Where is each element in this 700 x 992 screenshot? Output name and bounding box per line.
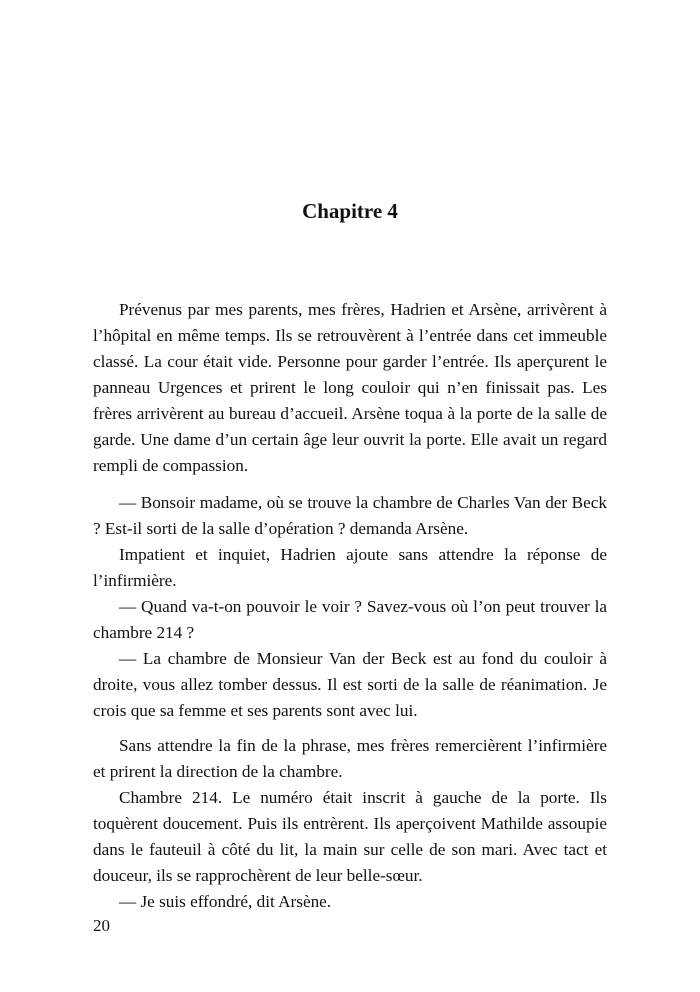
text-block-arrival [93, 297, 607, 479]
paragraph: — La chambre de Monsieur Van der Beck est au fond du couloir à droite, vous allez tomber dessus. Il est sorti de la salle de réanimation. Je crois que sa femme et ses parents sont avec lui. [93, 649, 607, 720]
paragraph: — Bonsoir madame, où se trouve la chambre de Charles Van der Beck ? Est-il sorti de la salle d’opération ? demanda Arsène. [93, 493, 607, 538]
text-block-room [93, 733, 607, 915]
text-block-dialogue [93, 490, 607, 724]
paragraph: — Je suis effondré, dit Arsène. [119, 892, 332, 911]
paragraph: Prévenus par mes parents, mes frères, Hadrien et Arsène, arrivèrent à l’hôpital en même temps. Ils se retrouvèrent à l’entrée dans cet immeuble classé. La cour était vide. Personne pour garder l’entrée. Ils aperçurent le panneau Urgences et prirent le long couloir qui n’en finissait pas. Les frères arrivèrent au bureau d’accueil. Arsène toqua à la porte de la salle de garde. Une dame d’un certain âge leur ouvrit la porte. Elle avait un regard rempli de compassion. [93, 300, 607, 475]
page-number: 20 [93, 916, 110, 935]
paragraph: — Quand va-t-on pouvoir le voir ? Savez-vous où l’on peut trouver la chambre 214 ? [93, 597, 607, 642]
paragraph: Impatient et inquiet, Hadrien ajoute sans attendre la réponse de l’infirmière. [93, 545, 607, 590]
chapter-title: Chapitre 4 [302, 199, 398, 223]
paragraph: Sans attendre la fin de la phrase, mes frères remercièrent l’infirmière et prirent la direction de la chambre. [93, 736, 607, 781]
paragraph: Chambre 214. Le numéro était inscrit à gauche de la porte. Ils toquèrent doucement. Puis ils entrèrent. Ils aperçoivent Mathilde assoupie dans le fauteuil à côté du lit, la main sur celle de son mari. Avec tact et douceur, ils se rapprochèrent de leur belle-sœur. [93, 788, 607, 885]
